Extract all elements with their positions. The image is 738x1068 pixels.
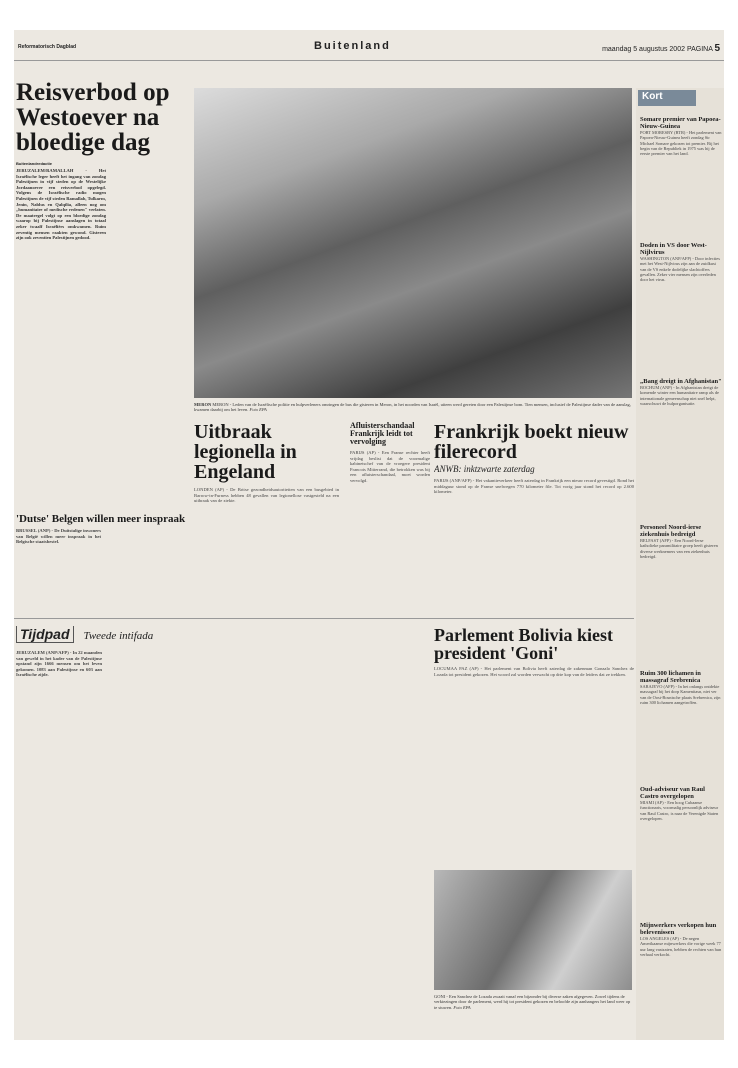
kort-item-4 bbox=[640, 670, 722, 780]
publication-name: Reformatorisch Dagblad bbox=[18, 44, 77, 50]
newspaper-page bbox=[14, 30, 724, 1040]
lead-photo-caption: MERON MERON - Leden van de Israëlische politie en hulpverleners omringen de bus die gisteren in Meron, in het noorden van Israël, uiteen werd gereten door een Palestijnse bom. Tien mensen, inclusief de Palestijnse dader van de aanslag, kwamen daarbij om het leven. Foto EPA bbox=[194, 402, 631, 413]
legionella-intro: LONDEN (AP) - De Britse gezondheidsautoriteiten van een busgebied in Barrow-in-Furness hebben 48 gevallen van legionellose vastgesteld na een uitbraak van de ziekte. bbox=[194, 487, 339, 504]
kort-item-5 bbox=[640, 786, 722, 916]
filerecord-headline: Frankrijk boekt nieuw filerecord bbox=[434, 422, 629, 463]
kort-item-5-title: Oud-adviseur van Raul Castro overgelopen bbox=[640, 786, 705, 800]
kort-item-6-text: LOS ANGELES (AP) - De negen Amerikaanse mijnwerkers die vorige week 77 uur lang vastzaten, hebben de rechten van hun verhaal verkocht. bbox=[640, 936, 722, 957]
dutse-headline: 'Dutse' Belgen willen meer inspraak bbox=[16, 514, 186, 525]
bolivia-photo-caption: GONI - Een Sanchez de Lozada zwaait vanaf een bijzonder bij diverse zaken afgegeven. Zowel tijdens de verkiezingen door de parlement, werd hij tot president gekozen en beloofde zijn aanhangers het land weer op te stuwen. Foto EPA bbox=[434, 994, 631, 1010]
kort-item-3-text: BELFAST (AFP) - Een Noord-Ierse katholieke paramilitaire groep heeft gisteren diverse werknemers van een ziekenhuis bedreigd. bbox=[640, 538, 718, 559]
bolivia-article bbox=[434, 626, 634, 776]
section-title: Buitenland bbox=[314, 40, 391, 52]
tijdpad-title: Tweede intifada bbox=[83, 630, 154, 642]
lead-intro: JERUZALEM/RAMALLAH - Het Israëlische leger heeft het ingang van zondag Palestijnen in vijf steden op de Westelijke Jordaanoever een reisverbod opgelegd. Volgens de Israëlische radio mogen Palestijnen de vijf steden Ramallah, Tulkarm, Jenin, Nablus en Qalqilia, alleen nog om „humanitaire of medische redenen" verlaten. De maatregel volgt op een bloedige zondag waarop bij Palestijnse aanslagen in totaal zeker twaalf Israëliërs omkwamen. Ruim zeventig mensen raakten gewond. Gisteren zijn ook zeventien Palestijnen gedood. bbox=[16, 168, 106, 241]
kort-item-2-text: BOCHUM (ANP) - In Afghanistan dreigt de komende winter een humanitaire ramp als de internationale gemeenschap niet snel helpt, waarschuwt de hulporganisatie. bbox=[640, 385, 720, 406]
legionella-headline: Uitbraak legionella in Engeland bbox=[194, 422, 297, 483]
kort-item-1 bbox=[640, 242, 722, 372]
kort-item-4-title: Ruim 300 lichamen in massagraf Srebrenica bbox=[640, 670, 701, 684]
kort-item-2-title: „Bang dreigt in Afghanistan" bbox=[640, 378, 722, 385]
bolivia-headline: Parlement Bolivia kiest president 'Goni' bbox=[434, 626, 613, 663]
kort-item-0 bbox=[640, 116, 722, 236]
bolivia-photo-credit: Foto EPA bbox=[453, 1004, 471, 1010]
kort-label: Kort bbox=[638, 90, 696, 106]
kort-item-1-title: Doden in VS door West-Nijlvirus bbox=[640, 242, 707, 256]
kort-item-3 bbox=[640, 524, 722, 664]
lead-byline: Buitenlandredactie bbox=[16, 161, 53, 166]
tijdpad-article bbox=[16, 626, 346, 1036]
issue-date: maandag 5 augustus 2002 PAGINA 5 bbox=[602, 43, 720, 54]
kort-item-1-text: WASHINGTON (ANP/AFP) - Door infecties met het West-Nijlvirus zijn aan de zuidkust van de VS enkele dodelijke slachtoffers gevallen. Zeker vier mensen zijn overleden door het virus. bbox=[640, 256, 720, 283]
legionella-article bbox=[194, 422, 344, 582]
kort-item-2 bbox=[640, 378, 722, 518]
dutse-intro: BRUSSEL (ANP) - De Duitstalige inwoners van België willen meer inspraak in het Belgische staatsbestel. bbox=[16, 528, 101, 545]
kort-item-4-text: SARAJEVO (AFP) - In het onlangs ontdekte massagraf bij het dorp Kamenitasn, niet ver van de Oost-Bosnische plaats Srebrenica, zijn ruim 300 lichamen aangetroffen. bbox=[640, 684, 721, 705]
tijdpad-header bbox=[16, 626, 346, 644]
frankrijk-short-article bbox=[350, 422, 430, 582]
kort-item-0-title: Somare premier van Papoea-Nieuw-Guinea bbox=[640, 116, 721, 130]
tijdpad-intro: JERUZALEM (ANP/AFP) - In 22 maanden van geweld in het kader van de Palestijnse opstand zijn 1666 mensen om het leven gekomen. 1083 aan Palestijnse en 603 aan Israëlische zijde. bbox=[16, 650, 102, 678]
kort-item-6 bbox=[640, 922, 722, 1037]
lead-body-col-2 bbox=[110, 190, 194, 490]
photo-credit: Foto EPA bbox=[249, 407, 267, 413]
lead-headline: Reisverbod op Westoever na bloedige dag bbox=[16, 80, 170, 156]
page-header bbox=[14, 30, 724, 61]
filerecord-intro: PARIJS (ANP/AFP) - Het vakantieverkeer heeft zaterdag in Frankrijk een nieuw record gevestigd. Rond het middaguur stond op de Franse snelwegen 770 kilometer file. Tot vorig jaar stond het record op 2.600 kilometer. bbox=[434, 478, 634, 495]
frankrijk-short-headline: Afluisterschandaal Frankrijk leidt tot vervolging bbox=[350, 422, 415, 446]
filerecord-article bbox=[434, 422, 634, 582]
tijdpad-label: Tijdpad bbox=[16, 626, 74, 643]
frankrijk-short-intro: PARIJS (AP) - Een Franse rechter heeft vrijdag beslist dat de voormalige kabinetschef van de vroegere president Francois Mitterrand, die betrokken was bij een afluisterschandaal, moet worden vervolgd. bbox=[350, 450, 430, 483]
filerecord-subtitle: ANWB: inktzwarte zaterdag bbox=[434, 464, 535, 474]
dutse-article bbox=[16, 514, 186, 614]
lead-photo bbox=[194, 88, 632, 398]
kort-item-0-text: PORT MORESBY (RTR) - Het parlement van Papoea-Nieuw-Guinea heeft zondag Sir Michael Somare gekozen tot premier. Bij het begin van de Republiek in 1975 was hij de eerste premier van het land. bbox=[640, 130, 722, 157]
section-rule bbox=[14, 618, 634, 619]
kort-item-5-text: MIAMI (AP) - Een hoog Cubaanse functionaris, voormalig persoonlijk adviseur van Raul Castro, is naar de Verenigde Staten overgelopen. bbox=[640, 800, 719, 821]
bolivia-intro: LOCUMAA PAZ (AP) - Het parlement van Bolivia heeft zaterdag de zakenman Gonzalo Sanchez de Lozada tot president gekozen. Het woord zal worden verwacht op drie kop van de leiders dat ze trekken. bbox=[434, 666, 634, 677]
bolivia-photo bbox=[434, 870, 632, 990]
kort-item-3-title: Personeel Noord-ierse ziekenhuis bedreigd bbox=[640, 524, 702, 538]
kort-item-6-title: Mijnwerkers verkopen hun belevenissen bbox=[640, 922, 717, 936]
